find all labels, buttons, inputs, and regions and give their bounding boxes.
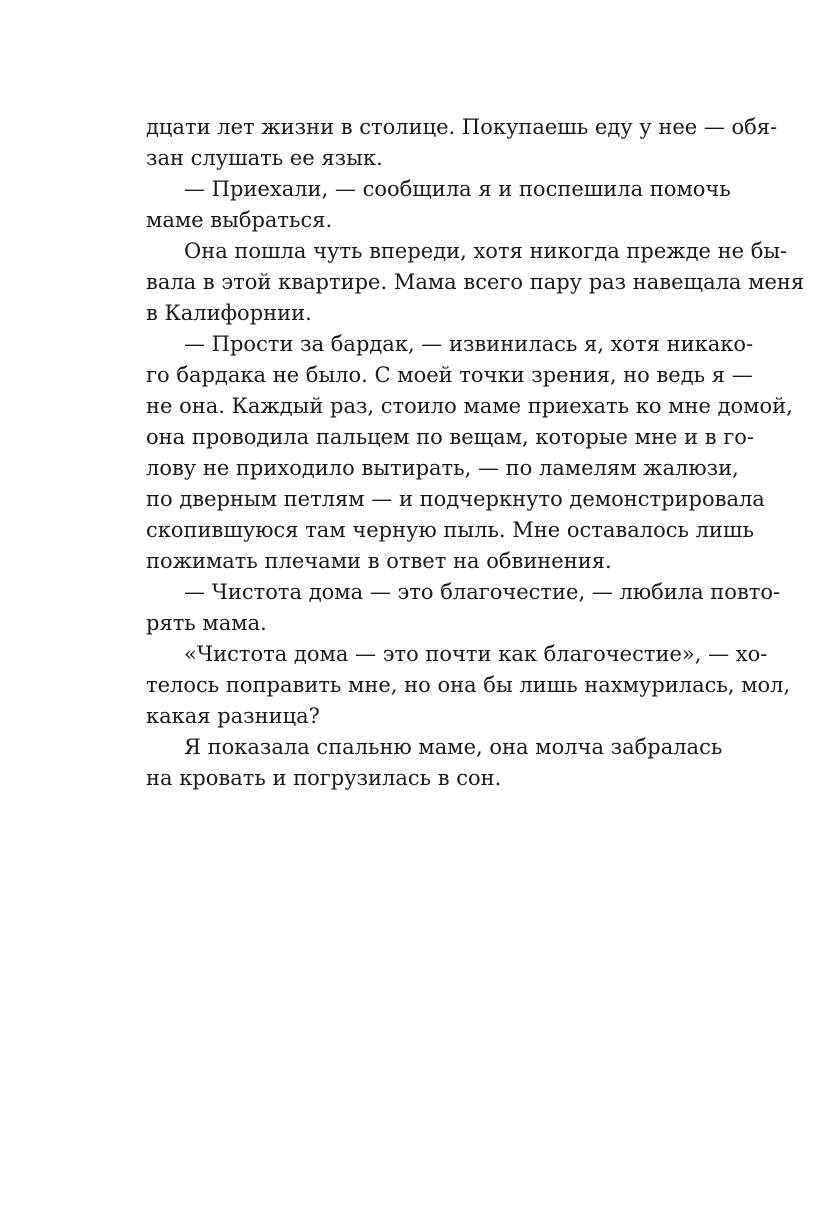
text-line: не она. Каждый раз, стоило маме приехать ко мне домой, [146,394,793,418]
paragraph [108,639,791,732]
text-line: Я показала спальню маме, она молча забралась [184,735,723,759]
text-line: маме выбраться. [146,208,333,232]
text-line: зан слушать ее язык. [146,146,383,170]
text-line: она проводила пальцем по вещам, которые мне и в го- [146,425,755,449]
text-line: го бардака не было. С моей точки зрения, но ведь я — [146,363,753,387]
text-line: какая разница? [146,704,320,728]
text-line: — Чистота дома — это благочестие, — любила повто- [184,580,781,604]
text-line: — Прости за бардак, — извинилась я, хотя никако- [184,332,754,356]
text-line: «Чистота дома — это почти как благочестие», — хо- [184,642,768,666]
text-line: скопившуюся там черную пыль. Мне оставалось лишь [146,518,754,542]
text-line: в Калифорнии. [146,301,312,325]
text-line: Она пошла чуть впереди, хотя никогда прежде не бы- [184,239,788,263]
text-line: лову не приходило вытирать, — по ламелям жалюзи, [146,456,739,480]
text-line: рять мама. [146,611,267,635]
paragraph [108,732,723,794]
paragraph [108,174,731,236]
text-line: — Приехали, — сообщила я и поспешила помочь [184,177,731,201]
text-line: на кровать и погрузилась в сон. [146,766,502,790]
text-line: вала в этой квартире. Мама всего пару раз навещала меня [146,270,805,294]
page-body [108,112,805,794]
text-line: телось поправить мне, но она бы лишь нахмурилась, мол, [146,673,791,697]
paragraph [108,236,805,329]
paragraph [108,329,793,577]
text-line: пожимать плечами в ответ на обвинения. [146,549,612,573]
paragraph [108,112,778,174]
text-line: по дверным петлям — и подчеркнуто демонстрировала [146,487,765,511]
paragraph [108,577,781,639]
text-line: дцати лет жизни в столице. Покупаешь еду у нее — обя- [146,115,778,139]
